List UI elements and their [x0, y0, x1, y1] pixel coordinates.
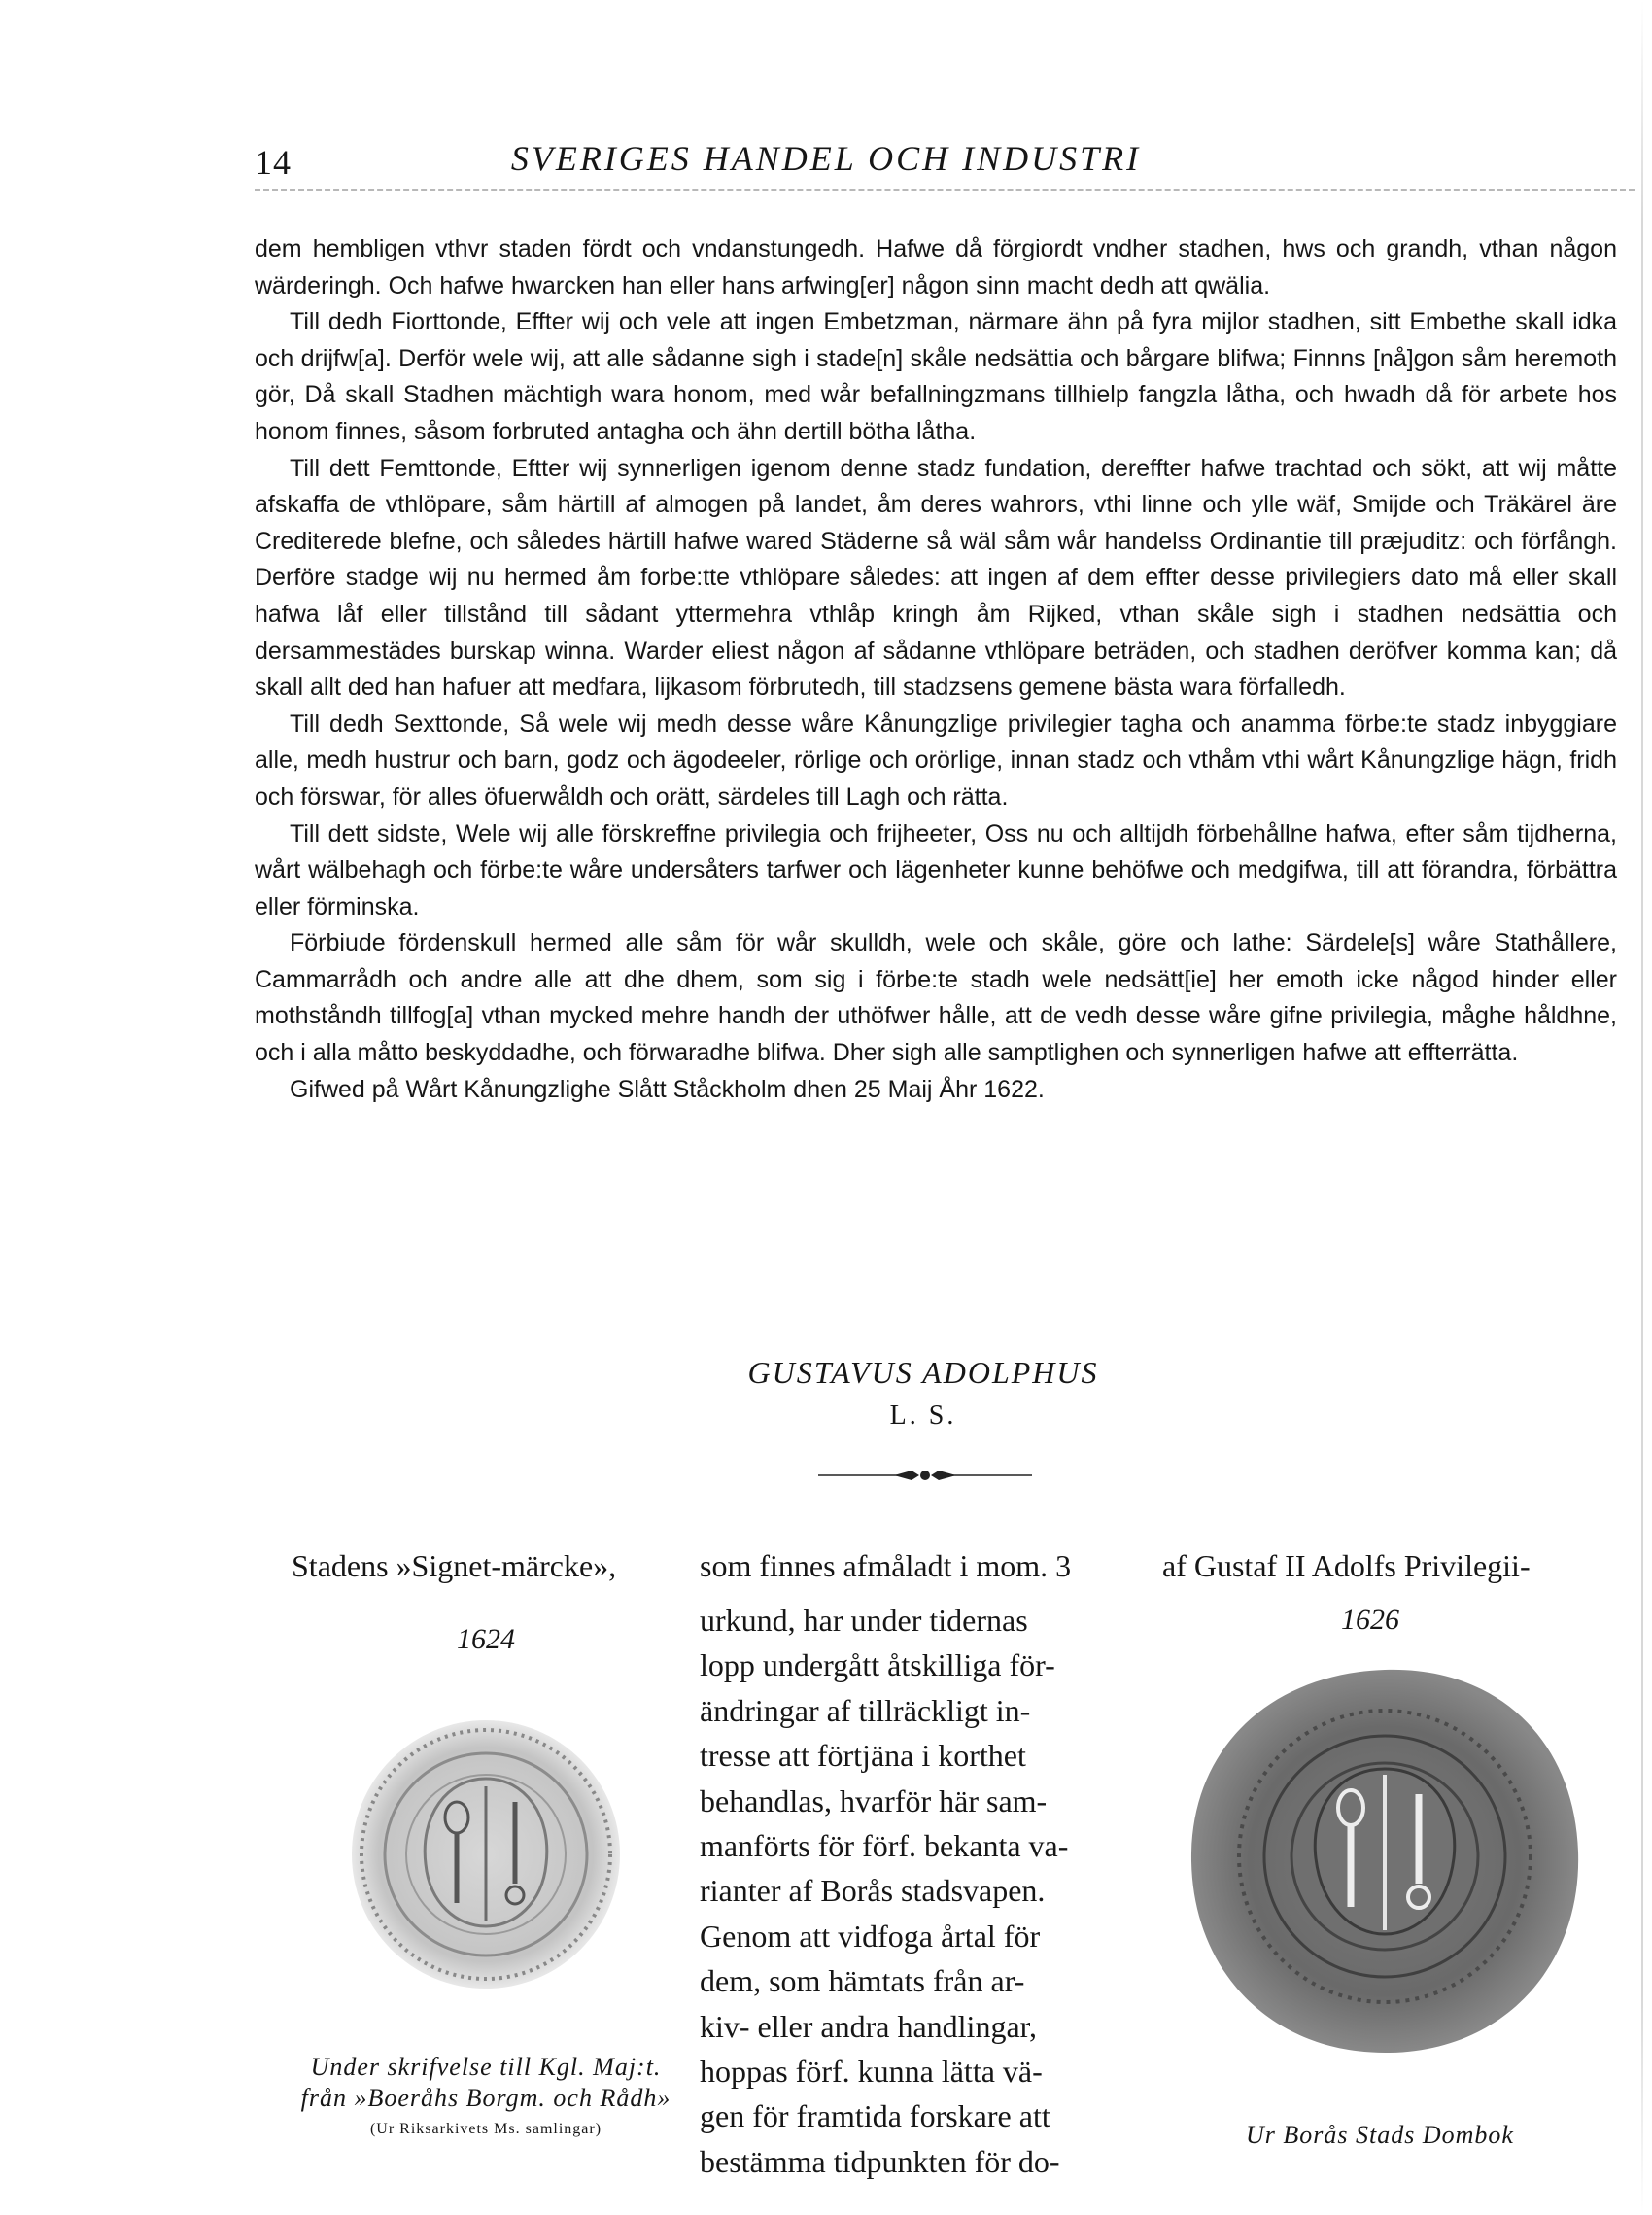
scan-edge — [1641, 0, 1643, 2215]
text-line: rianter af Borås stadsvapen. — [700, 1873, 1046, 1909]
text-line: dem, som hämtats från ar- — [700, 1963, 1025, 1999]
paragraph: Till dett sidste, Wele wij alle förskreffne privilegia och frijheeter, Oss nu och alltijdh förbehållne hafwa, efter såm tijdherna, wårt wälbehagh och förbe:te wåre undersåters tarfwer och lägenheter kunne behöfwe och medgifwa, till att förandra, förbättra eller förminska. — [255, 819, 1617, 920]
text-line: kiv- eller andra handlingar, — [700, 2008, 1038, 2044]
paragraph: Till dett Femttonde, Eftter wij synnerligen igenom denne stadz fundation, dereffter hafwe trachtad och sökt, att wij måtte afskaffa de vthlöpare, såm härtill af almogen på landet, åm deres wahrors, vthi linne och ylle wäf, Smijde och Träkärel äre Crediterede blefne, och således härtill hafwe wared Städerne så wäl såm wår handelss Ordinantie till præjuditz: och förfångh. Derföre stadge wij nu hermed åm forbe:tte vthlöpare således: att ingen af dem effter desse privilegiers dato må eller skall hafwa låf eller tillstånd till sådant yttermehra vthlåp kringh åm Rijked, vthan skåle sigh i stadhen nedsättia och dersammestädes burskap winna. Warder eliest någon af sådanne vthlöpare beträden, och stadhen deröfver komma kan; då skall allt ded han hafuer att medfara, lijkasom förbrutedh, till stadzsens gemene bästa wara förfalledh. — [255, 454, 1617, 702]
caption-source: (Ur Riksarkivets Ms. samlingar) — [369, 2121, 602, 2137]
main-text — [255, 231, 1617, 1108]
text-line: lopp undergått åtskilliga för- — [700, 1647, 1055, 1683]
paragraph: Till dedh Fiorttonde, Effter wij och vele att ingen Embetzman, närmare ähn på fyra mijlor stadhen, sitt Embethe skall idka och drijfw[a]. Derför wele wij, att alle sådanne sigh i stade[n] skåle nedsättia och bårgare blifwa; Finnns [nå]gon såm heremoth gör, Då skall Stadhen mächtigh wara honom, med wår befallningzmans tillhielp fangzla låtha, och hwadh då för arbete hos honom finnes, såsom forbruted antagha och ähn dertill bötha låtha. — [255, 308, 1617, 445]
text-line: behandlas, hvarför här sam- — [700, 1782, 1048, 1818]
figure-middle-first-line: som finnes afmåladt i mom. 3 — [700, 1548, 1072, 1583]
locus-sigilli: L. S. — [889, 1401, 957, 1431]
seal-1624-icon — [340, 1709, 632, 2005]
text-line: tresse att förtjäna i korthet — [700, 1738, 1026, 1774]
text-line: gen för framtida forskare att — [700, 2098, 1050, 2134]
paragraph: Förbiude fördenskull hermed alle såm för wår skulldh, wele och skåle, göre och lathe: Särdele[s] wåre Stathållere, Cammarrådh och andre alle att dhe dhem, som sig i förbe:te stadh wele nedsätt[ie] her emoth icke någod hinder eller mothståndh tillfog[a] vthan mycked mehre handh der uthöfwer hålle, att de vedh desse wåre gifne privilegia, måghe håldhne, och i alla måtto beskyddadhe, och förwaradhe blifwa. Dher sigh alle samptlighen och synnerligen hafwe att effterrätta. — [255, 929, 1617, 1067]
paragraph: dem hembligen vthvr staden fördt och vndanstungedh. Hafwe då förgiordt vndher stadhen, hws och grandh, vthan någon wärderingh. Och hafwe hwarcken han eller hans arfwing[er] någon sinn macht dedh att qwälia. — [255, 235, 1617, 299]
figure-left-heading: Stadens »Signet-märcke», — [292, 1548, 617, 1583]
text-line: ändringar af tillräckligt in- — [700, 1692, 1031, 1728]
paragraph: Till dedh Sexttonde, Så wele wij medh desse wåre Kånungzlige privilegier tagha och anamma förbe:te stadz inbyggiare alle, medh hustrur och barn, godz och ägodeeler, rörlige och orörlige, innan stadz och vthåm vthi wårt Kånungzlige hägn, fridh och förswar, för alles öfuerwåldh och orätt, särdeles till Lagh och rätta. — [255, 709, 1617, 811]
text-line: urkund, har under tidernas — [700, 1603, 1028, 1638]
signature: GUSTAVUS ADOLPHUS — [747, 1355, 1099, 1390]
caption-line: från »Boeråhs Borgm. och Rådh» — [300, 2084, 671, 2112]
text-line: manförts för förf. bekanta va- — [700, 1828, 1069, 1864]
figure-left-caption — [282, 2053, 690, 2138]
paragraph: Gifwed på Wårt Kånungzlighe Slått Ståckholm dhen 25 Maij Åhr 1622. — [290, 1075, 1045, 1103]
page-number: 14 — [255, 143, 292, 182]
caption-line: Under skrifvelse till Kgl. Maj:t. — [310, 2053, 662, 2081]
figure-right-year: 1626 — [1341, 1604, 1399, 1636]
text-line: Genom att vidfoga årtal för — [700, 1918, 1041, 1954]
middle-column-text — [700, 1598, 1113, 2184]
text-line: hoppas förf. kunna lätta vä- — [700, 2054, 1043, 2090]
ornamental-divider-icon — [818, 1464, 1032, 1492]
figure-right-heading: af Gustaf II Adolfs Privilegii- — [1162, 1548, 1531, 1583]
header-rule — [255, 189, 1635, 191]
text-line: bestämma tidpunkten för do- — [700, 2143, 1060, 2179]
seal-1626-icon — [1176, 1652, 1594, 2075]
running-title: SVERIGES HANDEL OCH INDUSTRI — [510, 139, 1142, 178]
figure-left-year: 1624 — [457, 1623, 515, 1655]
figure-right-caption: Ur Borås Stads Dombok — [1246, 2121, 1514, 2149]
